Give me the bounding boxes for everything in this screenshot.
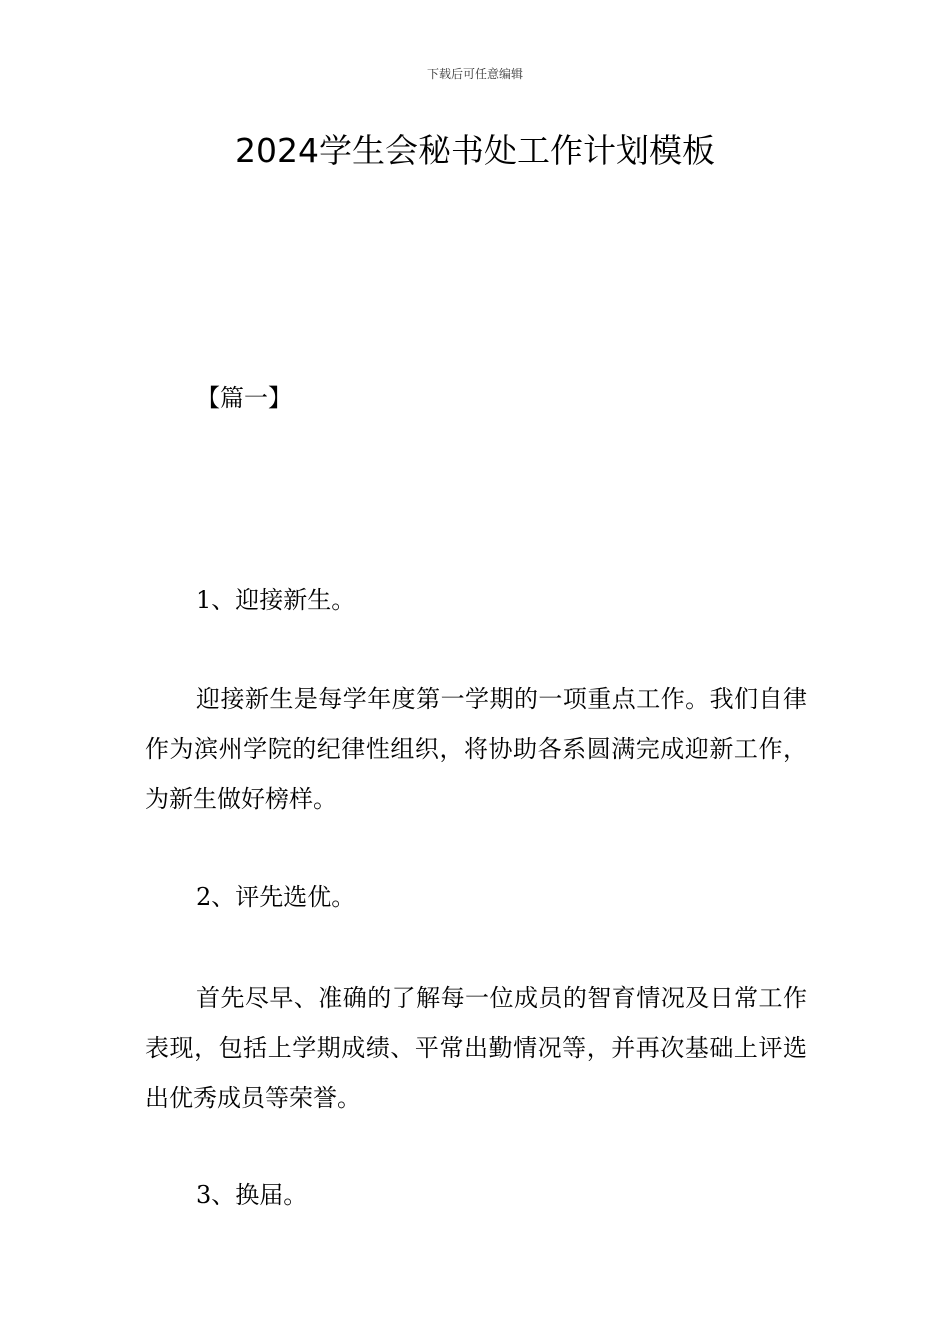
section-label: 【篇一】 [196, 384, 292, 412]
document-title: 2024学生会秘书处工作计划模板 [235, 131, 715, 170]
header-note: 下载后可任意编辑 [426, 67, 523, 81]
item-heading-1: 1、迎接新生。 [196, 586, 356, 614]
body-paragraph-2: 首先尽早、准确的了解每一位成员的智育情况及日常工作表现，包括上学期成绩、平常出勤情况等，并再次基础上评选出优秀成员等荣誉。 [145, 984, 807, 1112]
body-paragraph-1: 迎接新生是每学年度第一学期的一项重点工作。我们自律作为滨州学院的纪律性组织，将协助各系圆满完成迎新工作，为新生做好榜样。 [145, 685, 807, 813]
item-heading-2: 2、评先选优。 [196, 883, 356, 911]
item-heading-3: 3、换届。 [196, 1181, 308, 1209]
